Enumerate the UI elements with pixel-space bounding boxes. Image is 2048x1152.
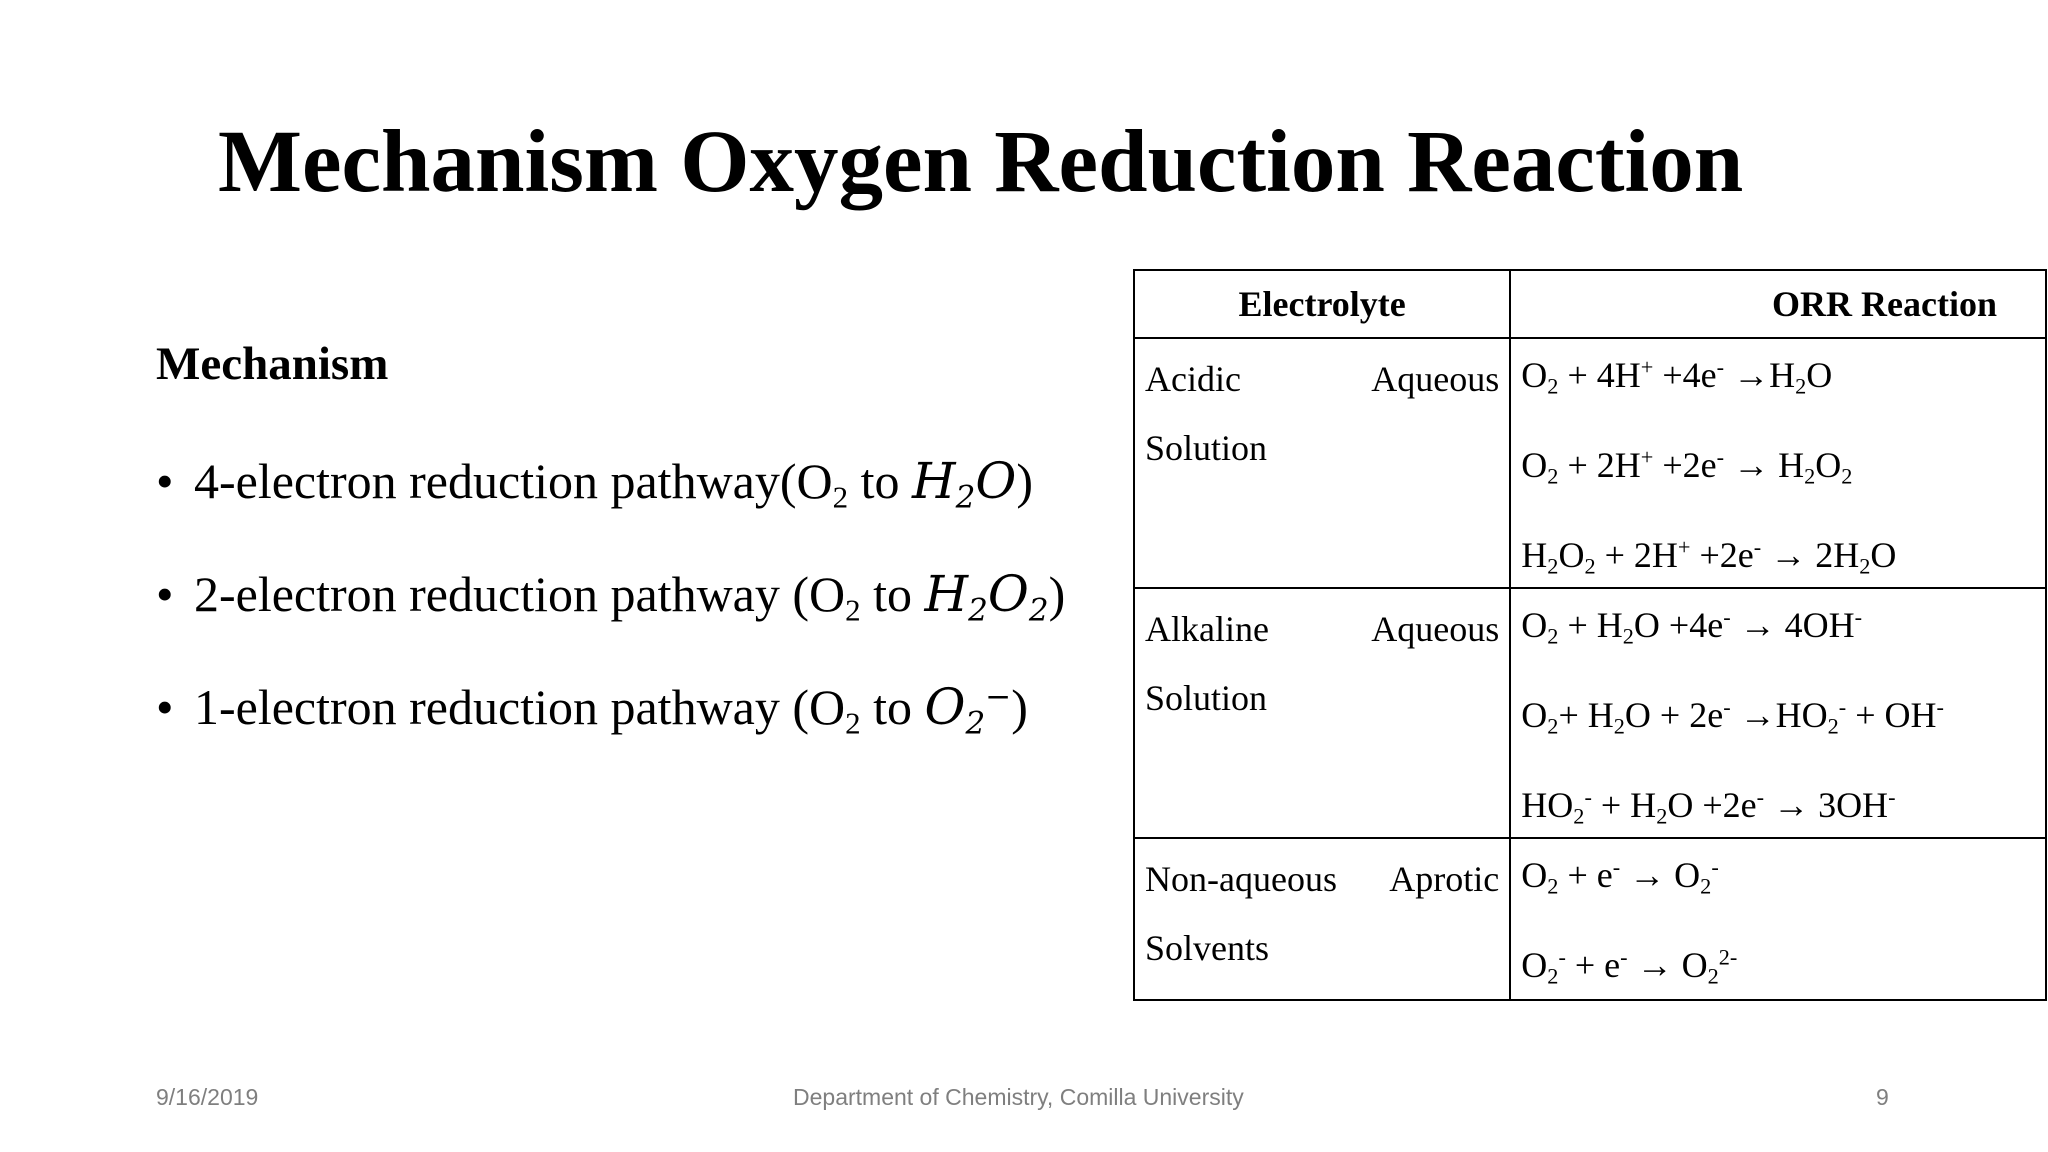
bullet-text: 4-electron reduction pathway(O xyxy=(194,453,833,509)
reaction-equation: $HO_2^- + H_2O +2e^- \to 3OH^-$ xyxy=(1521,784,1896,829)
reaction-equation: $O_2 + e^- \to O_2^-$ xyxy=(1521,854,1719,899)
formula: $H_2O$ xyxy=(912,452,1017,516)
reaction-equation: $O_2+ H_2O + 2e^- \to HO_2^- + OH^-$ xyxy=(1521,694,1944,739)
footer-date: 9/16/2019 xyxy=(156,1084,259,1110)
reaction-equation: $O_2 + H_2O +4e^- \to 4OH^-$ xyxy=(1521,604,1863,649)
reaction-cell xyxy=(1510,338,2046,588)
slide-title: Mechanism Oxygen Reduction Reaction xyxy=(218,113,1744,211)
mechanism-heading: Mechanism xyxy=(156,338,389,390)
orr-table xyxy=(1133,269,2047,1001)
bullet-item: • 2-electron reduction pathway ($O_2$ to $H_2O_2$) xyxy=(156,565,1066,629)
reaction-equation: $O_2 + 4H^+ +4e^- \to H_2O$ xyxy=(1521,354,1833,399)
table-row xyxy=(1134,338,2046,588)
reaction-equation: $H_2O_2 + 2H^+ +2e^- \to 2H_2O$ xyxy=(1521,534,1897,579)
table-row xyxy=(1134,588,2046,838)
table-header-row xyxy=(1134,270,2046,338)
reaction-cell xyxy=(1510,588,2046,838)
formula: $O_2^-$ xyxy=(924,678,1012,742)
bullet-text: 2-electron reduction pathway (O xyxy=(194,566,846,622)
electrolyte-cell: Non-aqueous Aprotic Solvents xyxy=(1134,838,1510,1000)
reaction-cell xyxy=(1510,838,2046,1000)
reaction-equation: $O_2^- + e^- \to O_2^{2-}$ xyxy=(1521,944,1738,989)
table-row xyxy=(1134,838,2046,1000)
bullet-dot: • xyxy=(156,566,174,622)
bullet-text: 1-electron reduction pathway (O xyxy=(194,679,846,735)
reaction-equation: $O_2 + 2H^+ +2e^- \to H_2O_2$ xyxy=(1521,444,1853,489)
footer-page-number: 9 xyxy=(1876,1084,1889,1110)
electrolyte-cell: Alkaline Aqueous Solution xyxy=(1134,588,1510,838)
bullet-dot: • xyxy=(156,453,174,509)
column-header-orr-reaction: ORR Reaction xyxy=(1510,270,2046,338)
formula: $H_2O_2$ xyxy=(924,565,1049,629)
bullet-dot: • xyxy=(156,679,174,735)
footer-department: Department of Chemistry, Comilla University xyxy=(793,1084,1244,1110)
column-header-electrolyte: Electrolyte xyxy=(1134,270,1510,338)
electrolyte-cell: Acidic Aqueous Solution xyxy=(1134,338,1510,588)
bullet-item: • 1-electron reduction pathway ($O_2$ to $O_2^-$) xyxy=(156,678,1028,742)
bullet-item: • 4-electron reduction $pathway(O_2$ to $H_2O$) xyxy=(156,452,1034,516)
